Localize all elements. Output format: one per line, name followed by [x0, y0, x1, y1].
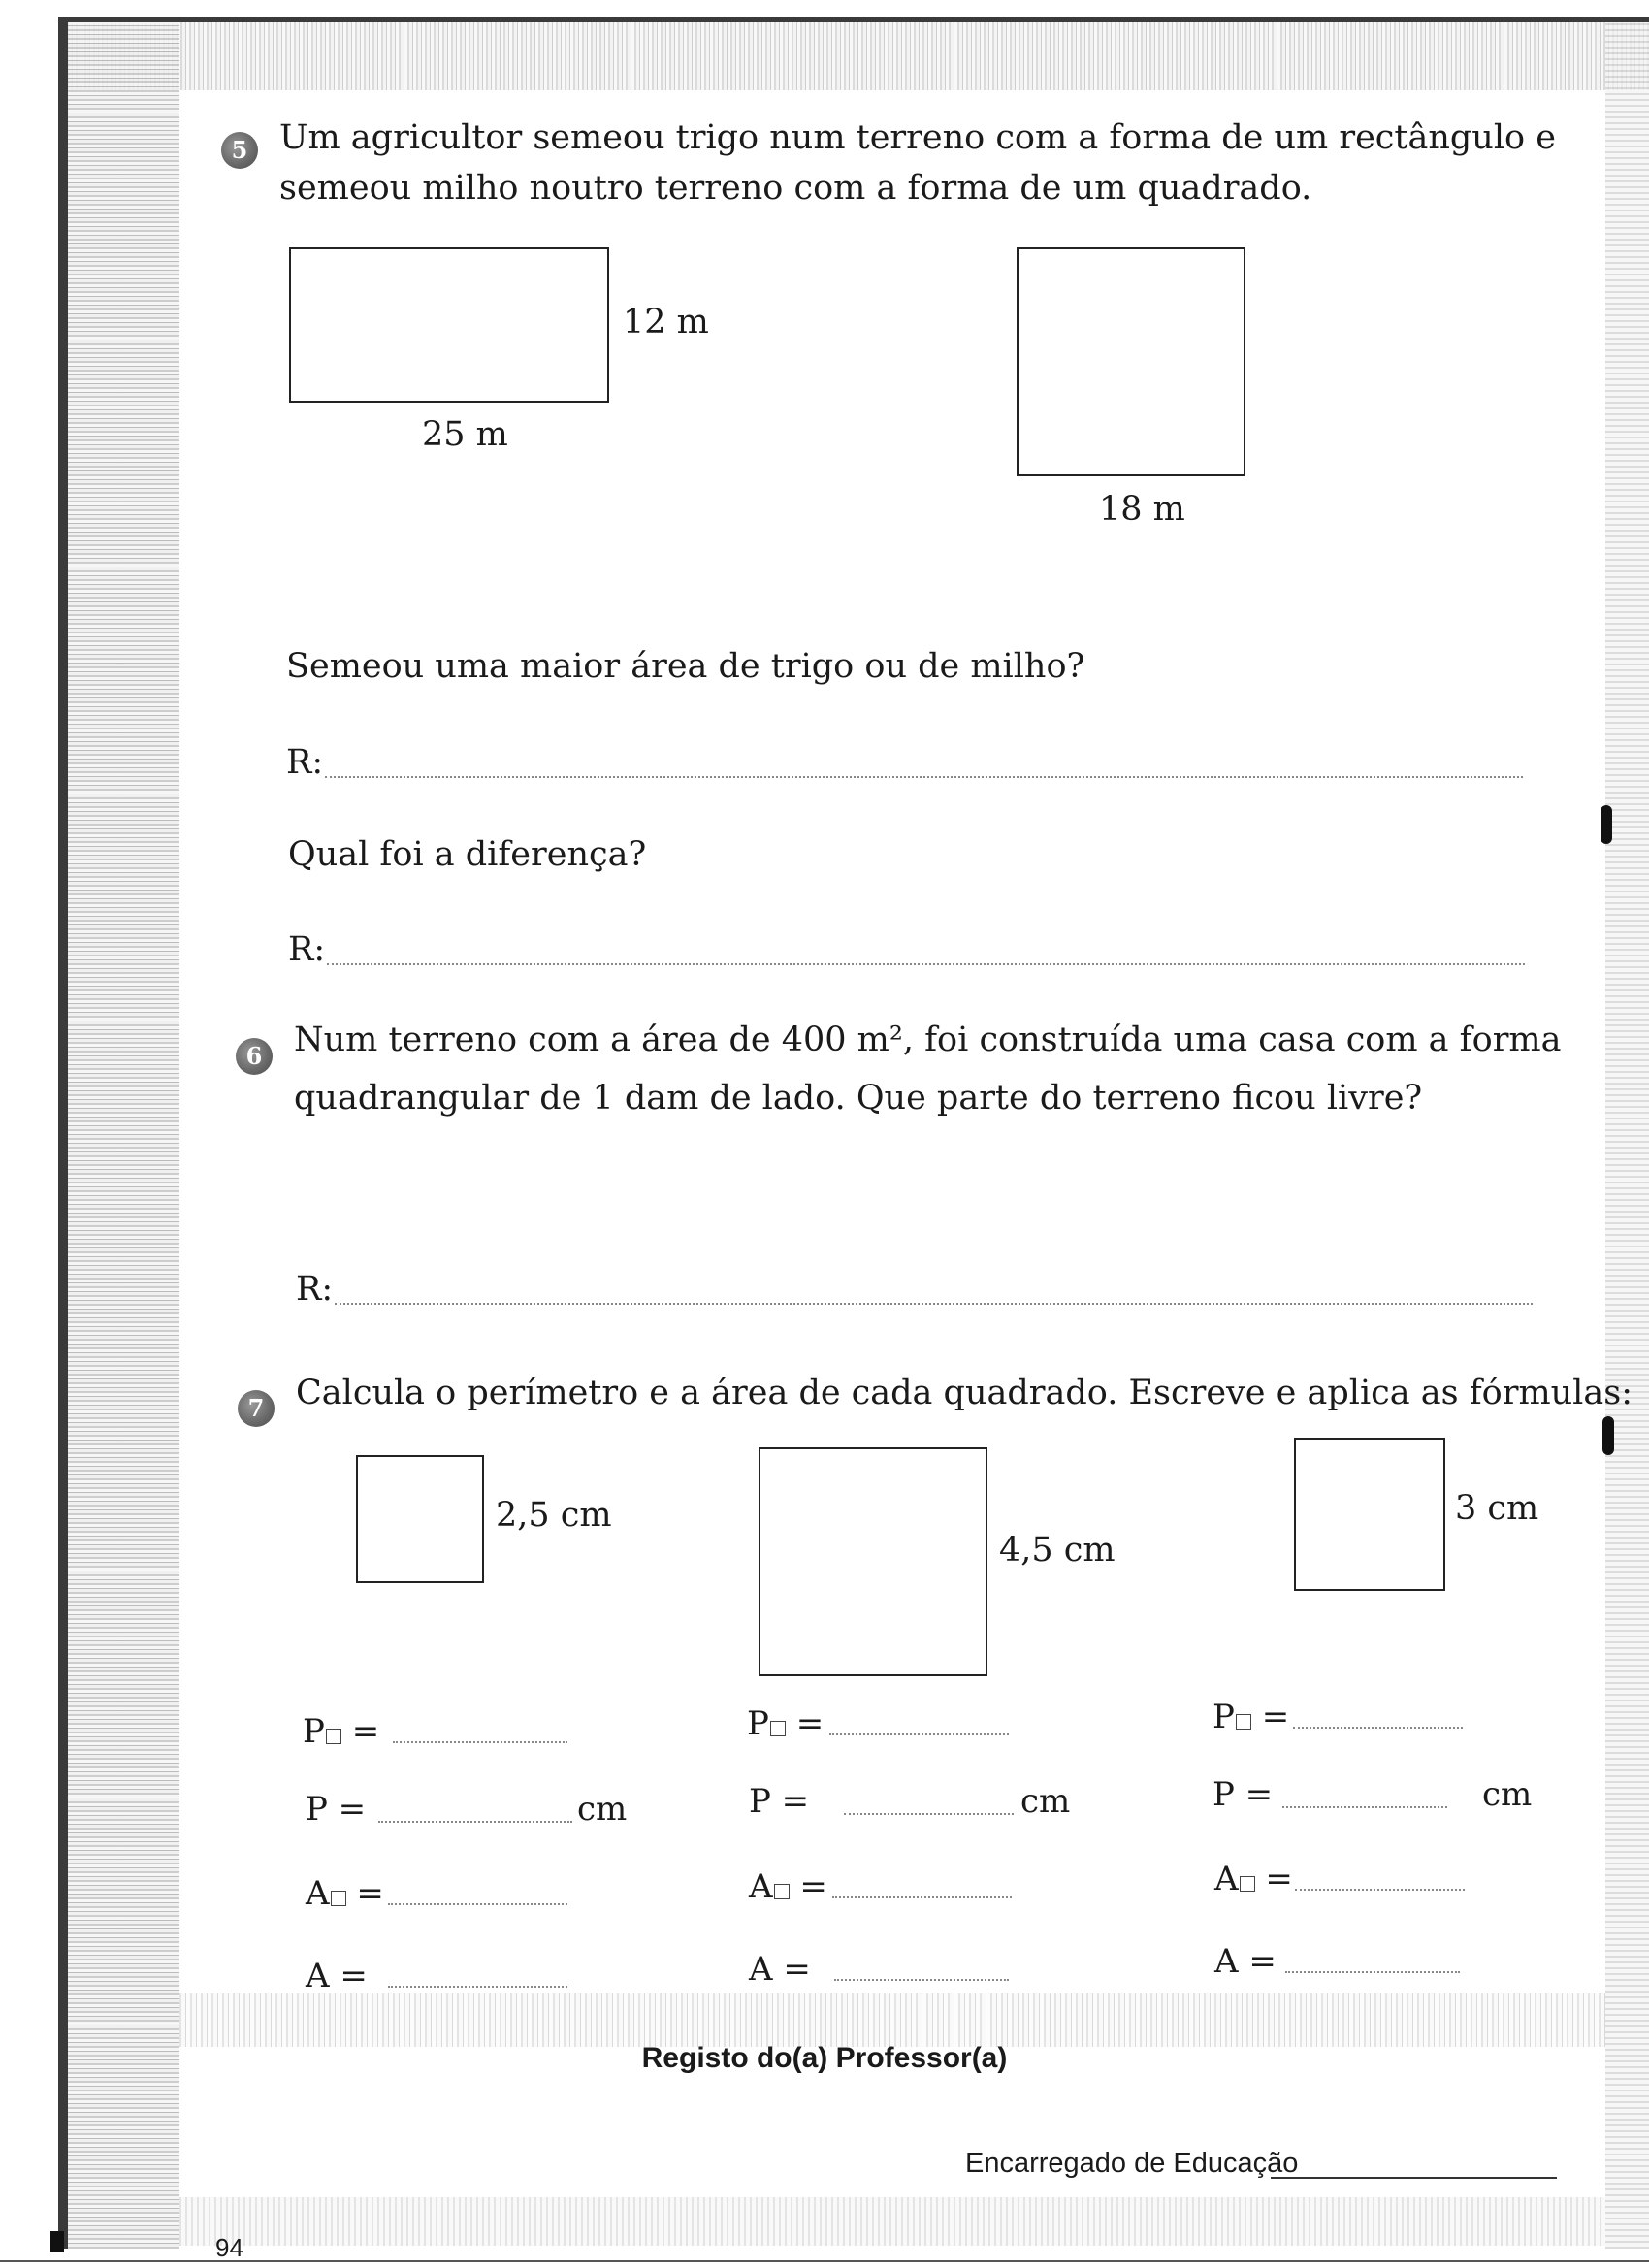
square-b	[759, 1447, 987, 1676]
exercise5-question1: Semeou uma maior área de trigo ou de milho?	[286, 647, 1085, 686]
scan-edge-left	[58, 17, 68, 2249]
square-side-label: 18 m	[1099, 490, 1185, 529]
area-value-blank[interactable]	[1285, 1971, 1460, 1973]
scan-edge-bottom	[0, 2260, 1649, 2262]
page-number: 94	[215, 2233, 243, 2262]
scan-noise-top	[58, 17, 1649, 90]
perimeter-formula-blank[interactable]	[1293, 1727, 1463, 1729]
perimeter-value-blank[interactable]	[1282, 1806, 1447, 1808]
equals-sign: =	[1265, 1860, 1293, 1898]
area-symbol: A	[306, 1874, 330, 1913]
teacher-record-title: Registo do(a) Professor(a)	[641, 2042, 1008, 2074]
binder-hole-mark	[1600, 805, 1612, 844]
unit-label: cm	[1482, 1775, 1533, 1814]
square-b-side-label: 4,5 cm	[999, 1531, 1116, 1570]
scan-edge-top	[58, 17, 1649, 22]
square-symbol	[326, 1729, 341, 1744]
answer-label: R:	[288, 930, 326, 969]
area-symbol: A	[749, 1867, 773, 1906]
rectangle-height-label: 12 m	[623, 303, 709, 341]
square-c	[1294, 1438, 1445, 1591]
scan-noise-bottom	[179, 2197, 1605, 2246]
perimeter-formula-label	[747, 1704, 824, 1743]
area-formula-blank[interactable]	[388, 1903, 567, 1905]
perimeter-value-label: P =	[749, 1782, 810, 1821]
perimeter-formula-blank[interactable]	[829, 1733, 1009, 1735]
area-formula-label	[306, 1874, 384, 1913]
equals-sign: =	[795, 1704, 824, 1743]
square-symbol	[1236, 1714, 1251, 1730]
perimeter-symbol: P	[747, 1704, 769, 1743]
equals-sign: =	[799, 1867, 827, 1906]
area-value-blank[interactable]	[834, 1979, 1009, 1981]
perimeter-formula-label	[303, 1712, 379, 1751]
square-symbol	[331, 1891, 346, 1906]
scan-noise-divider	[179, 1993, 1605, 2047]
guardian-signature-line[interactable]	[1271, 2177, 1557, 2179]
area-formula-blank[interactable]	[832, 1896, 1012, 1898]
equals-sign: =	[356, 1874, 384, 1913]
answer2-line[interactable]	[327, 963, 1525, 965]
exercise6-statement-line2: quadrangular de 1 dam de lado. Que parte do terreno ficou livre?	[294, 1079, 1423, 1118]
perimeter-value-label: P =	[306, 1790, 367, 1829]
area-value-label: A =	[1214, 1942, 1277, 1981]
area-value-blank[interactable]	[388, 1986, 567, 1988]
exercise6-statement-line1: Num terreno com a área de 400 m², foi construída uma casa com a forma	[294, 1021, 1562, 1059]
exercise-number-badge: 5	[221, 132, 258, 169]
perimeter-value-label: P =	[1212, 1775, 1274, 1814]
exercise-number-badge: 7	[238, 1390, 275, 1427]
square-c-side-label: 3 cm	[1455, 1489, 1539, 1528]
perimeter-formula-label	[1212, 1698, 1289, 1736]
perimeter-value-blank[interactable]	[844, 1813, 1014, 1815]
area-formula-label	[1214, 1860, 1293, 1898]
corn-field-square	[1017, 247, 1245, 476]
square-symbol	[1240, 1876, 1255, 1892]
unit-label: cm	[577, 1790, 628, 1829]
unit-label: cm	[1020, 1782, 1071, 1821]
equals-sign: =	[351, 1712, 380, 1751]
perimeter-symbol: P	[1212, 1698, 1235, 1736]
registration-mark	[50, 2231, 64, 2252]
exercise-number-badge: 6	[236, 1038, 273, 1075]
answer1-line[interactable]	[325, 776, 1523, 778]
scan-noise-right	[1605, 17, 1649, 2249]
exercise7-statement: Calcula o perímetro e a área de cada quadrado. Escreve e aplica as fórmulas:	[296, 1374, 1633, 1412]
rectangle-width-label: 25 m	[422, 415, 508, 454]
square-a	[356, 1455, 484, 1583]
square-symbol	[770, 1721, 786, 1736]
exercise5-statement-line2: semeou milho noutro terreno com a forma de um quadrado.	[279, 169, 1312, 208]
equals-sign: =	[1261, 1698, 1290, 1736]
square-symbol	[774, 1884, 790, 1899]
exercise5-question2: Qual foi a diferença?	[288, 835, 647, 874]
area-formula-blank[interactable]	[1295, 1889, 1465, 1891]
answer-label: R:	[296, 1270, 334, 1309]
wheat-field-rectangle	[289, 247, 609, 403]
binder-hole-mark	[1602, 1416, 1614, 1455]
exercise5-statement-line1: Um agricultor semeou trigo num terreno com a forma de um rectângulo e	[279, 118, 1556, 157]
perimeter-formula-blank[interactable]	[393, 1741, 567, 1743]
perimeter-symbol: P	[303, 1712, 325, 1751]
scan-noise-left	[58, 17, 179, 2249]
guardian-signature-label: Encarregado de Educação	[965, 2148, 1299, 2179]
answer-label: R:	[286, 743, 324, 782]
square-a-side-label: 2,5 cm	[496, 1496, 612, 1535]
area-value-label: A =	[749, 1950, 811, 1989]
perimeter-value-blank[interactable]	[378, 1821, 572, 1823]
answer3-line[interactable]	[335, 1303, 1533, 1305]
area-value-label: A =	[306, 1957, 368, 1995]
area-symbol: A	[1214, 1860, 1239, 1898]
area-formula-label	[749, 1867, 827, 1906]
